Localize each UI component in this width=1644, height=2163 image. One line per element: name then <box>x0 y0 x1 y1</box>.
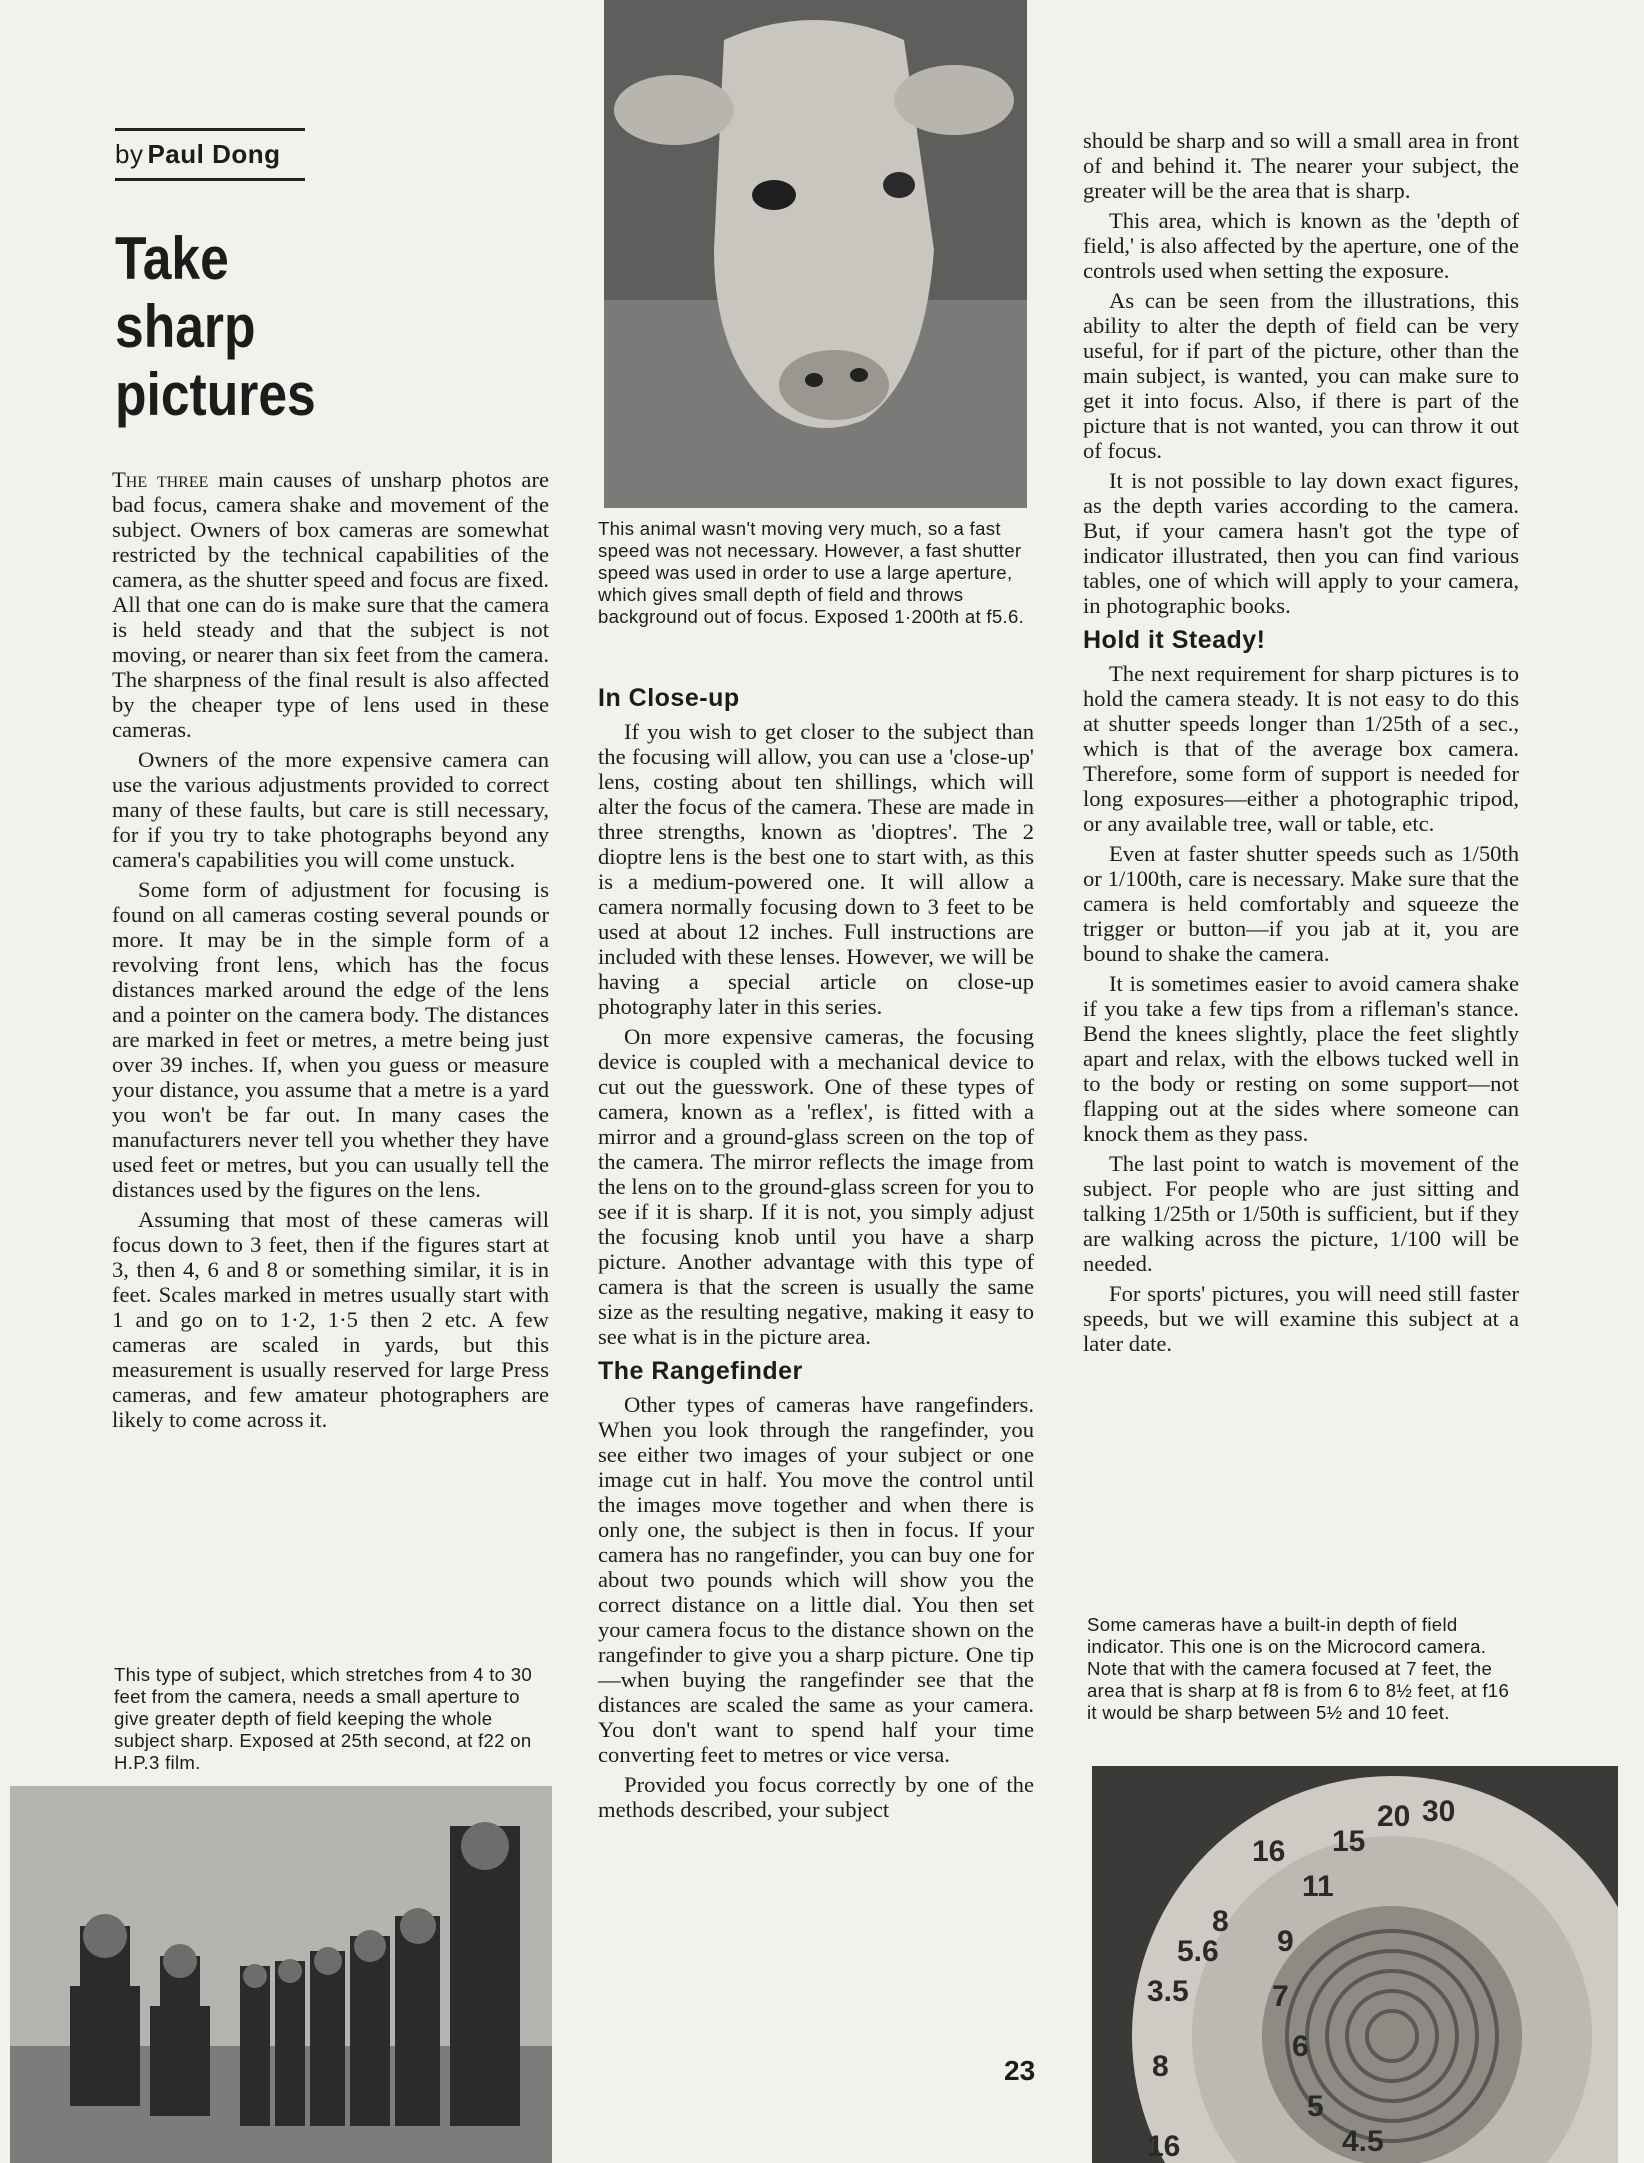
dial-number-11: 15 <box>1332 1825 1366 1858</box>
dial-number-7: 6 <box>1292 2030 1309 2063</box>
dial-number-13: 30 <box>1422 1795 1456 1828</box>
column-2 <box>598 676 1034 1827</box>
title-line-2: sharp <box>115 293 256 360</box>
heading-in-close-up: In Close-up <box>598 684 740 712</box>
dial-number-9: 8 <box>1152 2050 1169 2083</box>
dial-number-12: 20 <box>1377 1800 1411 1833</box>
byline-author: Paul Dong <box>147 139 281 169</box>
title-line-1: Take <box>115 225 229 292</box>
col2-paragraph-2: On more expensive cameras, the focusing device is coupled with a mechanical device to cut out the guesswork. One of these types of camera, known as a 'reflex', is fitted with a mirror and a ground-glass screen on the top of the camera. The mirror reflects the image from the lens on to the ground-glass screen for you to see if it is sharp. If it is not, you simply adjust the focusing knob until you have a sharp picture. Another advantage with this type of camera is that the screen is usually the same size as the resulting negative, making it easy to see what is in the picture area. <box>598 1024 1034 1349</box>
dial-number-0: 16 <box>1252 1835 1286 1868</box>
column-3 <box>1083 128 1519 1361</box>
parade-photo <box>10 1786 552 2163</box>
dial-number-4: 3.5 <box>1147 1975 1189 2008</box>
byline-prefix: by <box>115 139 144 169</box>
column-1 <box>112 467 549 1437</box>
page-number: 23 <box>1004 2055 1036 2086</box>
col1-paragraph-1 <box>112 467 549 742</box>
col1-photo-caption: This type of subject, which stretches from 4 to 30 feet from the camera, needs a small aperture to give greater depth of field keeping the whole subject sharp. Exposed at 25th second, at f22 on H.P.3 film. <box>114 1664 533 1773</box>
dial-number-2: 8 <box>1212 1905 1229 1938</box>
col3-paragraph-3: As can be seen from the illustrations, this ability to alter the depth of field can be very useful, for if part of the picture, other than the main subject, is wanted, you can make sure to get it into focus. Also, if there is part of the picture that is not wanted, you can throw it out of focus. <box>1083 288 1519 463</box>
col2-paragraph-1: If you wish to get closer to the subject than the focusing will allow, you can use a 'close-up' lens, costing about ten shillings, which will alter the focus of the camera. These are made in three strengths, known as 'dioptres'. The 2 dioptre lens is the best one to start with, as this is a medium-powered one. It will allow a camera normally focusing down to 3 feet to be used at about 12 inches. Full instructions are included with these lenses. However, we will be having a special article on close-up photography later in this series. <box>598 719 1034 1019</box>
dial-photo-caption: Some cameras have a built-in depth of field indicator. This one is on the Microcord camera. Note that with the camera focused at 7 feet, the area that is sharp at f8 is from 6 to 8½ feet, at f16 it would be sharp between 5½ and 10 feet. <box>1087 1614 1510 1723</box>
cow-photo <box>604 0 1027 508</box>
col3-paragraph-9: For sports' pictures, you will need still faster speeds, but we will examine this subject at a later date. <box>1083 1281 1519 1356</box>
col1-p1-text: main causes of unsharp photos are bad focus, camera shake and movement of the subject. Owners of box cameras are somewhat restricted by the technical capabilities of the camera, as the shutter speed and focus are fixed. All that one can do is make sure that the camera is held steady and that the subject is not moving, or nearer than six feet from the camera. The sharpness of the final result is also affected by the cheaper type of lens used in these cameras. <box>112 467 549 742</box>
col1-lead: The three <box>112 467 209 492</box>
heading-hold-it-steady: Hold it Steady! <box>1083 626 1266 654</box>
dial-number-3: 5.6 <box>1177 1935 1219 1968</box>
col3-paragraph-4: It is not possible to lay down exact figures, as the depth varies according to the camera. But, if your camera hasn't got the type of indicator illustrated, then you can find various tables, one of which will apply to your camera, in photographic books. <box>1083 468 1519 618</box>
col3-paragraph-2: This area, which is known as the 'depth of field,' is also affected by the aperture, one of the controls used when setting the exposure. <box>1083 208 1519 283</box>
heading-the-rangefinder: The Rangefinder <box>598 1357 803 1385</box>
title-line-3: pictures <box>115 361 316 428</box>
col3-paragraph-8: The last point to watch is movement of the subject. For people who are just sitting and talking 1/25th or 1/50th is sufficient, but if they are walking across the picture, 1/100 will be needed. <box>1083 1151 1519 1276</box>
dial-number-1: 11 <box>1302 1870 1334 1903</box>
dial-number-8: 5 <box>1307 2090 1324 2123</box>
dial-number-10: 16 <box>1147 2130 1181 2163</box>
col3-paragraph-7: It is sometimes easier to avoid camera shake if you take a few tips from a rifleman's stance. Bend the knees slightly, place the feet slightly apart and relax, with the elbows tucked well in to the body or resting on some support—not flapping out at the sides where someone can knock them as they pass. <box>1083 971 1519 1146</box>
dial-photo <box>1092 1766 1618 2163</box>
col2-paragraph-4: Provided you focus correctly by one of the methods described, your subject <box>598 1772 1034 1822</box>
byline <box>115 128 305 181</box>
dial-number-14: 4.5 <box>1342 2125 1384 2158</box>
col3-paragraph-6: Even at faster shutter speeds such as 1/50th or 1/100th, care is necessary. Make sure that the camera is held comfortably and squeeze the trigger or button—if you jab at it, you are bound to shake the camera. <box>1083 841 1519 966</box>
dial-photo-illustration <box>1092 1766 1618 2163</box>
article-title <box>115 225 373 429</box>
dial-number-6: 7 <box>1272 1980 1289 2013</box>
col1-paragraph-4: Assuming that most of these cameras will focus down to 3 feet, then if the figures start at 3, then 4, 6 and 8 or something similar, it is in feet. Scales marked in metres usually start with 1 and go on to 1·2, 1·5 then 2 etc. A few cameras are scaled in yards, but this measurement is usually reserved for large Press cameras, and few amateur photographers are likely to come across it. <box>112 1207 549 1432</box>
col3-paragraph-1: should be sharp and so will a small area in front of and behind it. The nearer your subject, the greater will be the area that is sharp. <box>1083 128 1519 203</box>
col1-paragraph-3: Some form of adjustment for focusing is found on all cameras costing several pounds or more. It may be in the simple form of a revolving front lens, which has the focus distances marked around the edge of the lens and a pointer on the camera body. The distances are marked in feet or metres, a metre being just over 39 inches. If, when you guess or measure your distance, you assume that a metre is a yard you won't be far out. In many cases the manufacturers never tell you whether they have used feet or metres, but you can usually tell the distances used by the figures on the lens. <box>112 877 549 1202</box>
parade-photo-illustration <box>10 1786 552 2163</box>
col2-paragraph-3: Other types of cameras have rangefinders. When you look through the rangefinder, you see either two images of your subject or one image cut in half. You move the control until the images move together and when there is only one, the subject is then in focus. If your camera has no rangefinder, you can buy one for about two pounds which will show you the correct distance on a little dial. You then set your camera focus to the distance shown on the rangefinder to give you a sharp picture. One tip—when buying the rangefinder see that the distances are scaled the same as your camera. You don't want to spend half your time converting feet to metres or vice versa. <box>598 1392 1034 1767</box>
col3-paragraph-5: The next requirement for sharp pictures is to hold the camera steady. It is not easy to do this at shutter speeds longer than 1/25th of a sec., which is that of the average box camera. Therefore, some form of support is needed for long exposures—either a photographic tripod, or any available tree, wall or table, etc. <box>1083 661 1519 836</box>
col1-paragraph-2: Owners of the more expensive camera can use the various adjustments provided to correct many of these faults, but care is still necessary, for if you try to take photographs beyond any camera's capabilities you will come unstuck. <box>112 747 549 872</box>
dial-number-5: 9 <box>1277 1925 1294 1958</box>
cow-photo-illustration <box>604 0 1027 508</box>
cow-photo-caption: This animal wasn't moving very much, so a fast speed was not necessary. However, a fast shutter speed was used in order to use a large aperture, which gives small depth of field and throws background out of focus. Exposed 1·200th at f5.6. <box>598 518 1025 627</box>
